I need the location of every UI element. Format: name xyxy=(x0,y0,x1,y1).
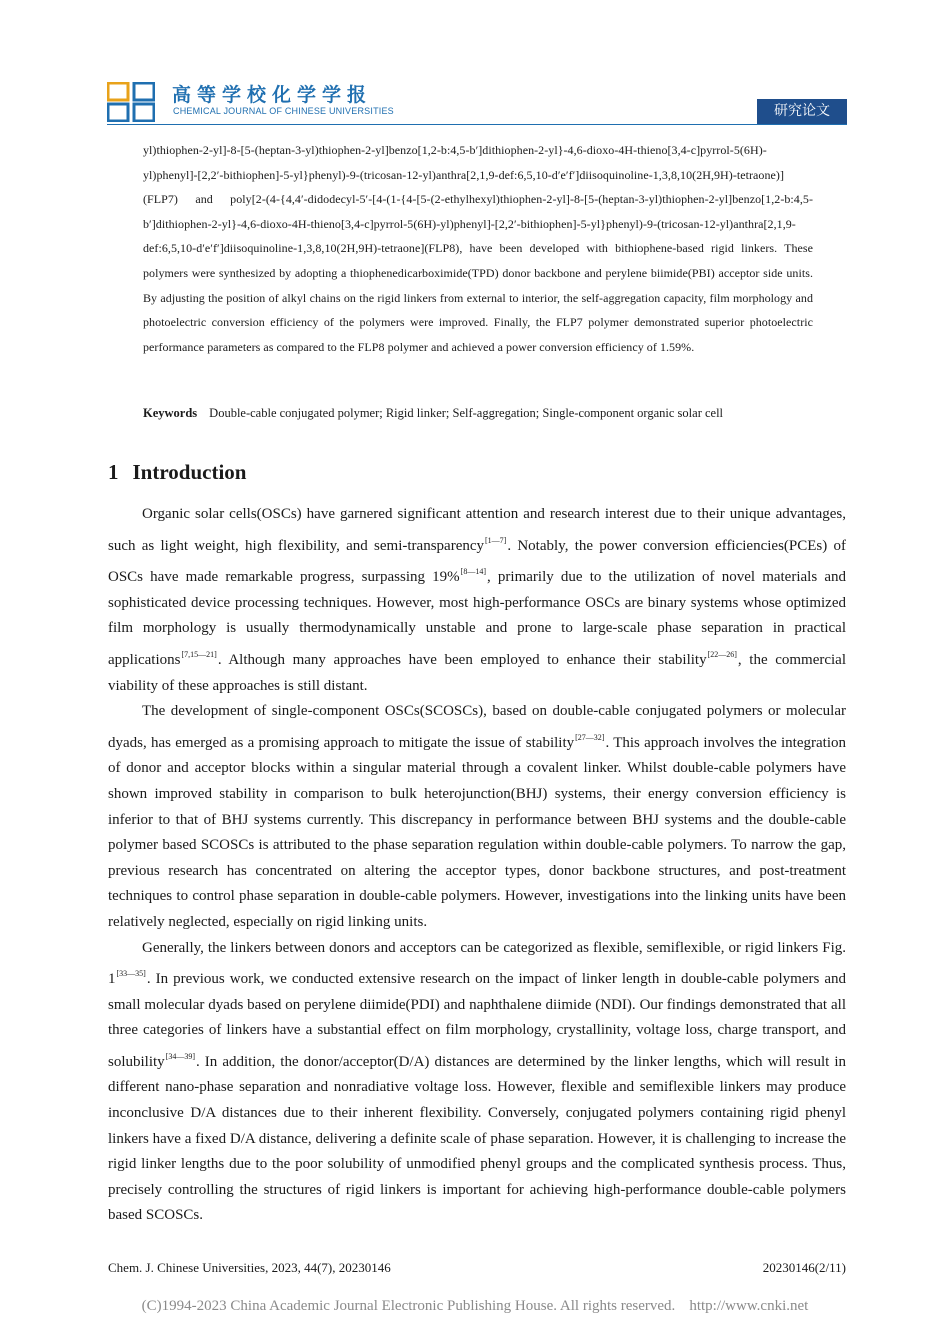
citation: [22—26] xyxy=(707,649,737,659)
p3-text-2: . In previous work, we conducted extensive research on the impact of linker length in double-cable polymers and small molecular dyads based on perylene diimide(PDI) and naphthalene diimide (NDI). Our findings demonstrated that all three categories of linkers have a substantial effect on film morphology, crystallinity, voltage loss, charge transport, and solubility xyxy=(108,971,846,1070)
abstract-text: yl)thiophen-2-yl]-8-[5-(heptan-3-yl)thiophen-2-yl]benzo[1,2-b:4,5-b′]dithiophen-2-yl}-4,6-dioxo-4H-thieno[3,4-c]pyrrol-5(6H)-yl)phenyl]-[2,2′-bithiophen]-5-yl}phenyl)-9-(tricosan-12-yl)anthra[2,1,9-def:6,5,10-d′e′f′]diisoquinoline-1,3,8,10(2H,9H)-tetraone)](FLP7) and poly[2-(4-{4,4′-didodecyl-5′-[4-(1-{4-[5-(2-ethylhexyl)thiophen-2-yl]-8-[5-(heptan-3-yl)thiophen-2-yl]benzo[1,2-b:4,5-b′]dithiophen-2-yl}-4,6-dioxo-4H-thieno[3,4-c]pyrrol-5(6H)-yl)phenyl]-[2,2′-bithiophen]-5-yl}phenyl)-9-(tricosan-12-yl)anthra[2,1,9-def:6,5,10-d′e′f′]diisoquinoline-1,3,8,10(2H,9H)-tetraone](FLP8), have been developed with bithiophene-based rigid linkers. These polymers were synthesized by adopting a thiophenedicarboximide(TPD) donor backbone and perylene biimide(PBI) acceptor side units. By adjusting the position of alkyl chains on the rigid linkers from external to interior, the self-aggregation capacity, film morphology and photoelectric conversion efficiency of the polymers were improved. Finally, the FLP7 polymer demonstrated superior photoelectric performance parameters as compared to the FLP8 polymer and achieved a power conversion efficiency of 1.59%. xyxy=(143,143,813,354)
keywords-text: Double-cable conjugated polymer; Rigid linker; Self-aggregation; Single-component organic solar cell xyxy=(209,406,724,420)
section-heading xyxy=(108,460,246,485)
keywords-line xyxy=(143,406,843,421)
copyright-text: (C)1994-2023 China Academic Journal Electronic Publishing House. All rights reserved. xyxy=(141,1298,676,1314)
p3-text-3: . In addition, the donor/acceptor(D/A) distances are determined by the linker lengths, which will result in different nano-phase separation and nonradiative voltage loss. However, flexible and semiflexible linkers may produce inconclusive D/A distances due to their inherent flexibility. Conversely, conjugated polymers containing rigid phenyl linkers have a fixed D/A distance, delivering a definite scale of phase separation. However, it is challenging to increase the rigid linker lengths due to the poor solubility of unmodified phenyl groups and the complicated synthesis process. Thus, precisely controlling the structures of rigid linkers is important for achieving high-performance double-cable polymers based SCOSCs. xyxy=(108,1053,846,1224)
section-number: 1 xyxy=(108,460,119,484)
citation: [27—32] xyxy=(575,732,605,742)
header-divider xyxy=(107,124,847,125)
citation: [1—7] xyxy=(485,535,507,545)
section-tag: 研究论文 xyxy=(757,99,847,124)
abstract-body xyxy=(143,138,813,359)
footer-citation: Chem. J. Chinese Universities, 2023, 44(7), 20230146 xyxy=(108,1260,391,1275)
citation: [7,15—21] xyxy=(181,649,217,659)
journal-logo-icon xyxy=(107,82,155,122)
p1-text-4: . Although many approaches have been employed to enhance their stability xyxy=(217,651,707,668)
citation: [8—14] xyxy=(460,567,486,577)
p3-text-1: Generally, the linkers between donors and acceptors can be categorized as flexible, semiflexible, or rigid linkers Fig. 1 xyxy=(108,939,846,988)
p2-text-2: . This approach involves the integration of donor and acceptor blocks within a singular material through a covalent linker. Whilst double-cable polymers have shown improved stability in comparison to bulk heterojunction(BHJ) systems, their energy conversion efficiency is inferior to that of BHJ systems currently. This discrepancy in performance between BHJ systems and the double-cable polymer based SCOSCs is attributed to the phase separation regulation within double-cable polymers. To narrow the gap, previous research has concentrated on altering the acceptor types, donor backbone structures, and post-treatment techniques to control phase separation in double-cable polymers. However, investigations into the linking units have been relatively neglected, especially on rigid linking units. xyxy=(108,734,846,930)
paragraph-1 xyxy=(108,502,846,699)
copyright-line xyxy=(0,1298,950,1315)
journal-title-cn: 高等学校化学学报 xyxy=(172,84,373,106)
citation: [33—35] xyxy=(116,969,146,979)
paragraph-3 xyxy=(108,936,846,1230)
section-title: Introduction xyxy=(132,460,247,484)
p1-text-2: . Notably, the power conversion efficiencies(PCEs) of OSCs have made remarkable progress, surpassing 19% xyxy=(108,537,846,586)
p1-text-5: , the commercial viability of these approaches is still distant. xyxy=(108,651,846,694)
keywords-label: Keywords xyxy=(143,406,198,420)
p2-text-1: The development of single-component OSCs(SCOSCs), based on double-cable conjugated polymers or molecular dyads, has emerged as a promising approach to mitigate the issue of stability xyxy=(108,703,846,751)
body-text xyxy=(108,502,846,1229)
citation: [34—39] xyxy=(165,1051,196,1061)
footer-page-number: 20230146(2/11) xyxy=(762,1260,846,1275)
p1-text-1: Organic solar cells(OSCs) have garnered significant attention and research interest due to their unique advantages, such as light weight, high flexibility, and semi-transparency xyxy=(108,506,846,554)
journal-title-en: CHEMICAL JOURNAL OF CHINESE UNIVERSITIES xyxy=(173,106,394,116)
p1-text-3: , primarily due to the utilization of novel materials and sophisticated device processing techniques. However, most high-performance OSCs are binary systems whose optimized film morphology is usually thermodynamically unstable and prone to large-scale phase separation in practical applications xyxy=(108,569,846,668)
paragraph-2 xyxy=(108,699,846,935)
copyright-url[interactable]: http://www.cnki.net xyxy=(689,1298,809,1314)
